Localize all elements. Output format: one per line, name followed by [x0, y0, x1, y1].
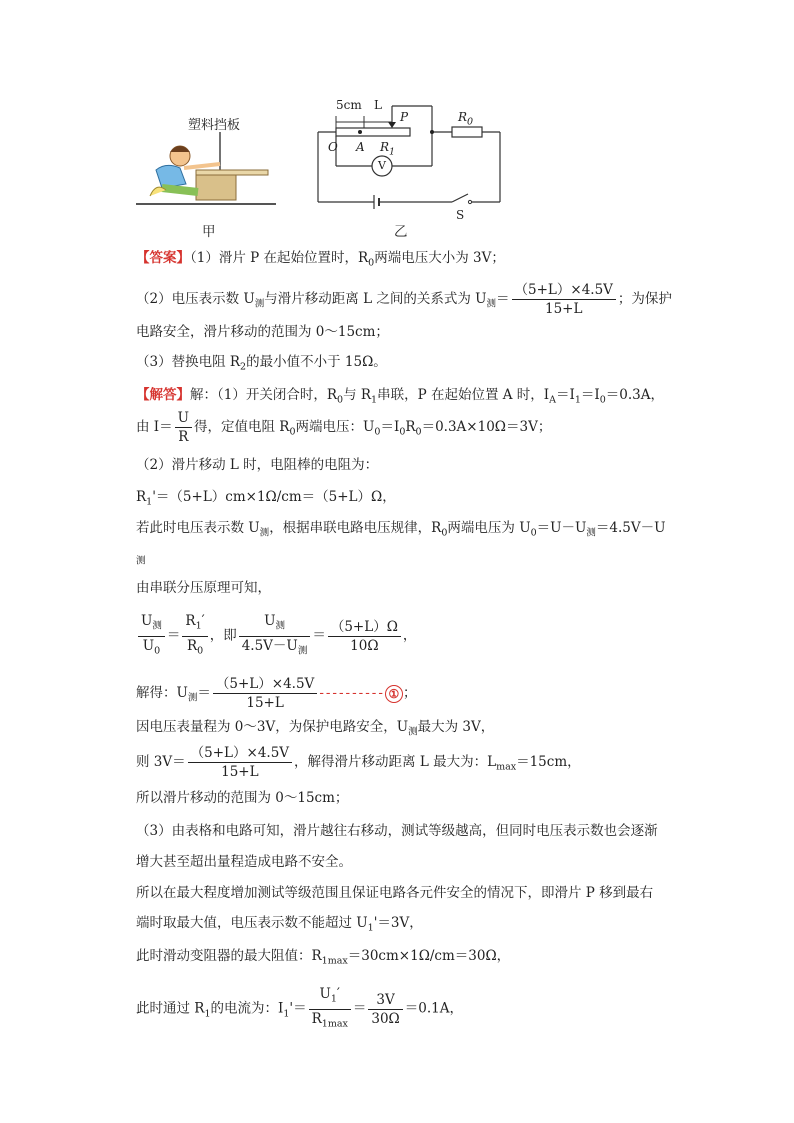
solution-line-10: 则 3V＝ $\frac{(5+L)\times 4.5V}{15+L}$ ，解得滑片移动距离 L 最大为：$L_{max}=15cm$，	[136, 745, 581, 780]
dash-leader: ----------	[319, 685, 385, 701]
label-A: A	[356, 140, 365, 154]
figure-yi	[316, 98, 506, 240]
solution-line-4: $R_1'=(5+L)cm\times 1\Omega/cm=(5+L)\Omega$，	[136, 489, 396, 508]
answer-line-1: 【答案】（1）滑片 P 在起始位置时，$R_0$两端电压大小为 3V；	[136, 250, 505, 269]
answer-line-4: （3）替换电阻 $R_2$的最小值不小于 15Ω。	[136, 354, 387, 373]
voltmeter-label: V	[378, 159, 386, 172]
answer-tag: 【答案】	[136, 250, 190, 266]
equation-mark: ①	[385, 685, 403, 703]
figure-jia	[136, 108, 281, 240]
solution-line-5b: 测	[136, 555, 146, 567]
solution-line-7: $\frac{U_测}{U_0}$ ＝ $\frac{R_1'}{R_0}$ ，即 $\frac{U_测}{4.5V-U_测}$ ＝ $\frac{(5+L)\Omega}{10\Omega}$ ，	[136, 613, 416, 659]
label-O: O	[328, 140, 338, 154]
solution-line-11: 所以滑片移动的范围为 0～15cm；	[136, 790, 349, 806]
solution-line-6: 由串联分压原理可知，	[136, 580, 271, 596]
solution-line-16: 此时滑动变阻器的最大阻值：$R_{1max}=30cm\times 1\Omega/cm=30\Omega$，	[136, 948, 511, 967]
label-L: L	[374, 98, 382, 112]
solution-line-1: 【解答】解：（1）开关闭合时，$R_0$与 $R_1$串联，P 在起始位置 A 时，$I_A=I_1=I_0=0.3A$，	[136, 387, 664, 406]
answer-line-3: 电路安全，滑片移动的范围为 0～15cm；	[136, 324, 389, 340]
solution-line-3: （2）滑片移动 L 时，电阻棒的电阻为：	[136, 457, 379, 473]
figure-jia-caption: 甲	[202, 224, 216, 240]
solution-line-2: 由 I＝ $\frac{U}{R}$ 得，定值电阻 $R_0$两端电压：$U_0=I_0R_0=0.3A\times 10\Omega=3V$；	[136, 410, 552, 445]
label-P: P	[400, 110, 409, 124]
solution-line-9: 因电压表量程为 0～3V，为保护电路安全，$U_测$最大为 3V，	[136, 719, 495, 738]
sit-and-reach-illustration	[136, 108, 281, 210]
solution-line-14: 所以在最大程度增加测试等级范围且保证电路各元件安全的情况下，即滑片 P 移到最右	[136, 885, 654, 901]
plastic-board-label: 塑料挡板	[188, 118, 241, 133]
solution-tag: 【解答】	[136, 387, 190, 403]
formula-fraction: $\frac{(5+L)\times 4.5V}{15+L}$	[512, 282, 616, 317]
label-5cm: 5cm	[336, 98, 362, 112]
solution-line-8: 解得：$U_测=$ $\frac{(5+L)\times 4.5V}{15+L}$ ---------- ① ；	[136, 676, 417, 711]
figure-yi-caption: 乙	[394, 224, 408, 240]
circuit-diagram	[316, 98, 506, 228]
solution-line-13: 增大甚至超出量程造成电路不安全。	[136, 854, 352, 870]
label-S: S	[456, 208, 465, 222]
solution-line-17: 此时通过 $R_1$的电流为：$I_1'=$ $\frac{U_1'}{R_{1max}}$ ＝ $\frac{3V}{30\Omega}$ ＝0.1A，	[136, 986, 463, 1030]
solution-line-12: （3）由表格和电路可知，滑片越往右移动，测试等级越高，但同时电压表示数也会逐渐	[136, 823, 658, 839]
solution-line-15: 端时取最大值，电压表示数不能超过 $U_1'=3V$，	[136, 915, 423, 934]
label-R0: $R_0$	[458, 110, 474, 128]
label-R1: $R_1$	[380, 140, 396, 158]
answer-line-2: （2）电压表示数 $U_测$与滑片移动距离 L 之间的关系式为 $U_测=$ $\frac{(5+L)\times 4.5V}{15+L}$ ；为保护	[136, 282, 672, 317]
solution-line-5: 若此时电压表示数 $U_测$，根据串联电路电压规律，$R_0$两端电压为 $U_0=U-U_测=4.5V-U$	[136, 520, 666, 539]
